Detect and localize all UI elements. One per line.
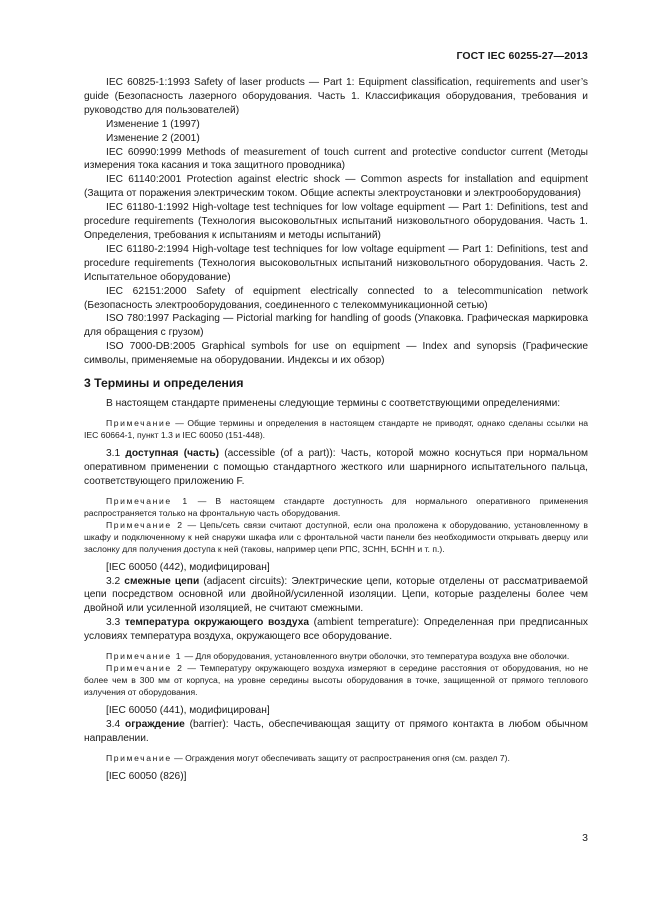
term-definition: (barrier): Часть, обеспечивающая защиту от прямого контакта в любом обычном направлении. (84, 719, 588, 744)
reference-item: ISO 780:1997 Packaging — Pictorial marking for handling of goods (Упаковка. Графическая маркировка для обращения с грузом) (84, 313, 588, 339)
reference-item: ISO 7000-DB:2005 Graphical symbols for use on equipment — Index and synopsis (Графические символы, применяемые на оборудовании. Индексы и их обзор) (84, 341, 588, 367)
reference-item: IEC 61140:2001 Protection against electric shock — Common aspects for installation and equipment (Защита от поражения электрическим током. Общие аспекты электроустановки и электрооборудования) (84, 174, 588, 200)
term-source-reference: [IEC 60050 (442), модифицирован] (106, 561, 270, 573)
term-number: 3.1 (106, 447, 126, 459)
note (84, 519, 588, 555)
term-number: 3.4 (106, 719, 125, 730)
note-label: Примечание 2 (106, 519, 184, 530)
note (84, 752, 588, 764)
note (84, 417, 588, 441)
term-3-4 (84, 718, 588, 746)
note (84, 650, 588, 662)
term-source-reference: [IEC 60050 (441), модифицирован] (106, 705, 270, 717)
term-definition: (ambient temperature): Определенная при предписанных условиях температура воздуха, окружающего все оборудование. (84, 617, 588, 643)
term-number: 3.2 (106, 575, 125, 587)
standard-header: ГОСТ IEC 60255-27—2013 (456, 50, 588, 62)
page-content (84, 76, 588, 784)
term-3-2 (84, 575, 588, 617)
note-label: Примечание (106, 752, 172, 763)
term-3-3 (84, 616, 588, 644)
term-name: температура окружающего воздуха (124, 617, 310, 629)
page-number: 3 (582, 832, 588, 844)
reference-item: IEC 62151:2000 Safety of equipment electrically connected to a telecommunication network (Безопасность электрооборудования, соединенного с телекоммуникационной сетью) (84, 285, 588, 311)
reference-item: IEC 61180-1:1992 High-voltage test techniques for low voltage equipment — Part 1: Definitions, test and procedure requirements (Технология высоковольтных испытаний низковольтного оборудования. Часть 1. Определения, требования к испытаниям и методы испытаний) (84, 202, 588, 241)
section-intro: В настоящем стандарте применены следующие термины с соответствующими определениями: (106, 398, 561, 410)
note-text: — В настоящем стандарте доступность для нормального оперативного применения распространяется только на фронтальную часть оборудования. (84, 495, 589, 518)
note-text: — Для оборудования, установленного внутри оболочки, это температура воздуха вне оболочки. (182, 651, 570, 662)
term-name: доступная (часть) (125, 447, 219, 459)
note-text: — Ограждения могут обеспечивать защиту от распространения огня (см. раздел 7). (171, 752, 510, 763)
reference-item: IEC 60990:1999 Methods of measurement of touch current and protective conductor current (Методы измерения тока касания и тока защитного проводника) (84, 146, 588, 172)
reference-item: IEC 61180-2:1994 High-voltage test techniques for low voltage equipment — Part 1: Definitions, test and procedure requirements (Технология высоковольтных испытаний низковольтного оборудования. Часть 2. Испытательное оборудование) (84, 243, 588, 283)
note (84, 662, 588, 698)
note-label: Примечание (106, 417, 172, 428)
note-label: Примечание 2 (106, 663, 184, 674)
term-3-1 (84, 447, 588, 489)
term-definition: (accessible (of a part)): Часть, которой можно коснуться при нормальном оперативном применении с помощью стандартного жесткого или шарнирного испытательного пальца, соответствующего приложению F. (84, 447, 588, 487)
note-text: — Общие термины и определения в настоящем стандарте не приводят, однако сделаны ссылки на IEC 60664-1, пункт 1.3 и IEC 60050 (151-448). (84, 417, 588, 440)
reference-item: IEC 60825-1:1993 Safety of laser products — Part 1: Equipment classification, requirements and user’s guide (Безопасность лазерного оборудования. Часть 1. Классификация оборудования, требования и руководство для пользователей) (84, 77, 588, 116)
term-source-reference: [IEC 60050 (826)] (106, 770, 187, 782)
note-text: — Цепь/сеть связи считают доступной, если она проложена к оборудованию, установленному в шкафу и подключенному к ней снаружи шкафа или с фронтальной части панели без необходимости открывать дверцу или заслонку для получения доступа к ней (таковы, например цепи РПС, ЗСНН, БСНН и т. п.). (84, 519, 588, 554)
note-label: Примечание 1 (106, 651, 183, 662)
term-definition: (adjacent circuits): Электрические цепи, которые отделены от рассматриваемой цепи посредством основной или двойной/усиленной изоляции. Цепи, которые разделены более чем двойной или усиленной изоляцией, не считают смежными. (84, 575, 588, 615)
normative-references-list (84, 76, 588, 368)
term-name: смежные цепи (124, 575, 200, 587)
note-label: Примечание 1 (106, 495, 189, 506)
note-text: — Температуру окружающего воздуха измеряют в середине расстояния от оборудования, но не более чем в 300 мм от корпуса, на уровне середины высоты оборудования в точке, защищенной от прямого теплового излучения от оборудования. (84, 663, 589, 698)
reference-amendment: Изменение 2 (2001) (106, 132, 200, 144)
reference-amendment: Изменение 1 (1997) (106, 118, 200, 130)
section-heading: 3 Термины и определения (84, 376, 244, 391)
note (84, 495, 588, 519)
term-name: ограждение (124, 719, 185, 730)
term-number: 3.3 (106, 617, 125, 629)
